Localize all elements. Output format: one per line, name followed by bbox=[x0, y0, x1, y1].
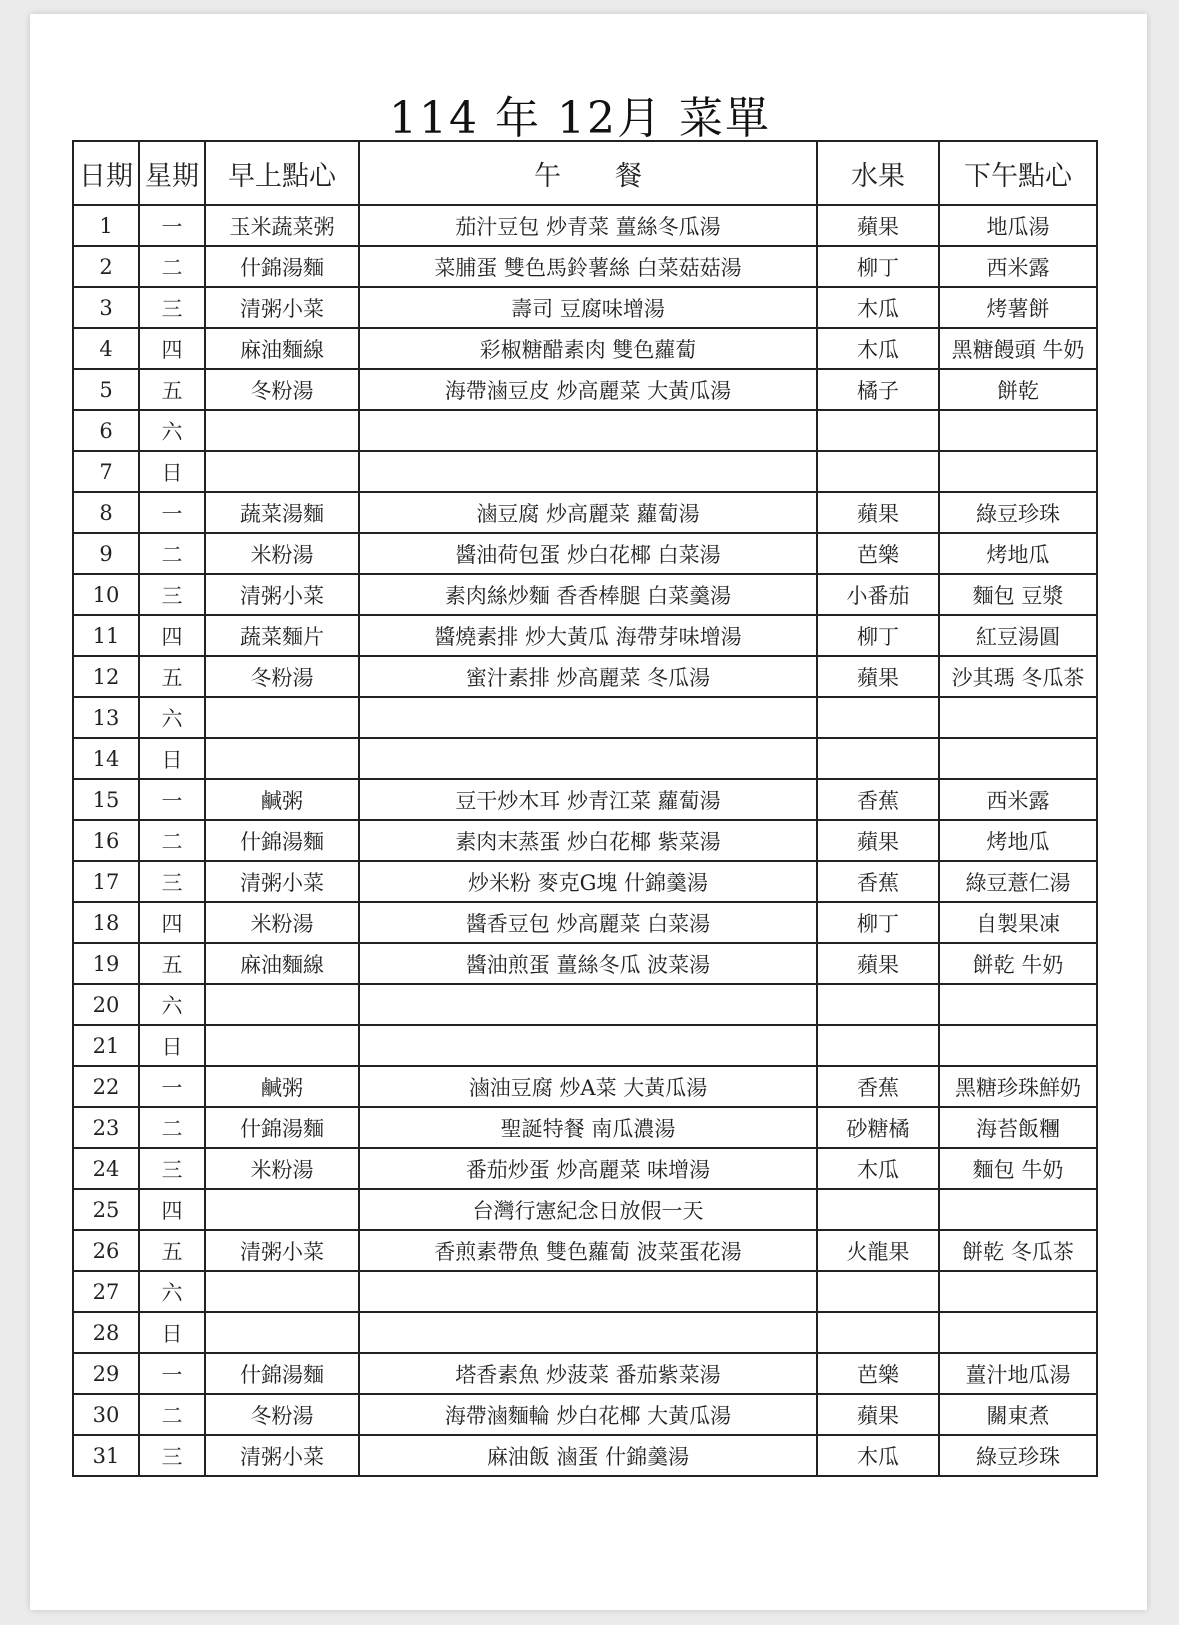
cell-date: 21 bbox=[73, 1025, 139, 1066]
cell-weekday: 日 bbox=[139, 1025, 205, 1066]
cell-date: 13 bbox=[73, 697, 139, 738]
cell-lunch: 台灣行憲紀念日放假一天 bbox=[359, 1189, 817, 1230]
table-row bbox=[73, 287, 1097, 328]
cell-afternoon-snack: 綠豆薏仁湯 bbox=[939, 861, 1097, 902]
cell-morning-snack: 什錦湯麵 bbox=[205, 1353, 359, 1394]
cell-afternoon-snack: 自製果凍 bbox=[939, 902, 1097, 943]
cell-weekday: 三 bbox=[139, 861, 205, 902]
cell-weekday: 三 bbox=[139, 574, 205, 615]
cell-morning-snack bbox=[205, 1312, 359, 1353]
cell-weekday: 二 bbox=[139, 246, 205, 287]
cell-lunch: 塔香素魚 炒菠菜 番茄紫菜湯 bbox=[359, 1353, 817, 1394]
cell-weekday: 四 bbox=[139, 902, 205, 943]
cell-lunch: 豆干炒木耳 炒青江菜 蘿蔔湯 bbox=[359, 779, 817, 820]
cell-fruit bbox=[817, 1312, 939, 1353]
cell-morning-snack bbox=[205, 1271, 359, 1312]
cell-weekday: 六 bbox=[139, 984, 205, 1025]
cell-fruit bbox=[817, 1189, 939, 1230]
page-title: 114 年 12月 菜單 bbox=[389, 93, 771, 144]
cell-lunch: 醬油荷包蛋 炒白花椰 白菜湯 bbox=[359, 533, 817, 574]
cell-lunch: 素肉末蒸蛋 炒白花椰 紫菜湯 bbox=[359, 820, 817, 861]
menu-table bbox=[72, 140, 1098, 1477]
cell-lunch: 壽司 豆腐味增湯 bbox=[359, 287, 817, 328]
table-row bbox=[73, 861, 1097, 902]
cell-lunch: 醬油煎蛋 薑絲冬瓜 波菜湯 bbox=[359, 943, 817, 984]
cell-lunch: 菜脯蛋 雙色馬鈴薯絲 白菜菇菇湯 bbox=[359, 246, 817, 287]
cell-fruit: 蘋果 bbox=[817, 943, 939, 984]
cell-date: 15 bbox=[73, 779, 139, 820]
cell-fruit: 香蕉 bbox=[817, 861, 939, 902]
table-row bbox=[73, 246, 1097, 287]
cell-fruit: 蘋果 bbox=[817, 656, 939, 697]
cell-weekday: 三 bbox=[139, 287, 205, 328]
cell-afternoon-snack: 麵包 牛奶 bbox=[939, 1148, 1097, 1189]
cell-date: 5 bbox=[73, 369, 139, 410]
cell-fruit: 蘋果 bbox=[817, 492, 939, 533]
table-row bbox=[73, 451, 1097, 492]
cell-morning-snack bbox=[205, 984, 359, 1025]
cell-fruit: 木瓜 bbox=[817, 287, 939, 328]
cell-lunch bbox=[359, 697, 817, 738]
cell-afternoon-snack: 麵包 豆漿 bbox=[939, 574, 1097, 615]
table-row bbox=[73, 1148, 1097, 1189]
cell-weekday: 一 bbox=[139, 492, 205, 533]
header-afternoon-snack: 下午點心 bbox=[939, 141, 1097, 205]
cell-weekday: 日 bbox=[139, 738, 205, 779]
table-row bbox=[73, 1189, 1097, 1230]
cell-date: 27 bbox=[73, 1271, 139, 1312]
table-row bbox=[73, 1066, 1097, 1107]
cell-morning-snack: 什錦湯麵 bbox=[205, 1107, 359, 1148]
cell-fruit: 蘋果 bbox=[817, 1394, 939, 1435]
cell-morning-snack: 什錦湯麵 bbox=[205, 246, 359, 287]
cell-weekday: 六 bbox=[139, 410, 205, 451]
table-row bbox=[73, 1353, 1097, 1394]
cell-fruit bbox=[817, 738, 939, 779]
cell-afternoon-snack: 餅乾 冬瓜茶 bbox=[939, 1230, 1097, 1271]
table-row bbox=[73, 533, 1097, 574]
cell-weekday: 二 bbox=[139, 533, 205, 574]
cell-lunch: 醬香豆包 炒高麗菜 白菜湯 bbox=[359, 902, 817, 943]
cell-afternoon-snack: 烤薯餅 bbox=[939, 287, 1097, 328]
header-fruit: 水果 bbox=[817, 141, 939, 205]
cell-morning-snack: 冬粉湯 bbox=[205, 1394, 359, 1435]
cell-afternoon-snack bbox=[939, 697, 1097, 738]
menu-body bbox=[73, 205, 1097, 1476]
cell-afternoon-snack: 關東煮 bbox=[939, 1394, 1097, 1435]
cell-fruit: 芭樂 bbox=[817, 533, 939, 574]
cell-date: 8 bbox=[73, 492, 139, 533]
cell-afternoon-snack bbox=[939, 1025, 1097, 1066]
cell-date: 2 bbox=[73, 246, 139, 287]
table-row bbox=[73, 738, 1097, 779]
cell-fruit: 香蕉 bbox=[817, 1066, 939, 1107]
cell-weekday: 一 bbox=[139, 779, 205, 820]
cell-morning-snack: 清粥小菜 bbox=[205, 861, 359, 902]
cell-morning-snack: 鹹粥 bbox=[205, 779, 359, 820]
cell-fruit: 芭樂 bbox=[817, 1353, 939, 1394]
cell-date: 20 bbox=[73, 984, 139, 1025]
header-morning-snack: 早上點心 bbox=[205, 141, 359, 205]
table-row bbox=[73, 697, 1097, 738]
cell-weekday: 五 bbox=[139, 656, 205, 697]
cell-weekday: 四 bbox=[139, 1189, 205, 1230]
cell-weekday: 三 bbox=[139, 1148, 205, 1189]
table-row bbox=[73, 328, 1097, 369]
cell-fruit bbox=[817, 1271, 939, 1312]
cell-fruit bbox=[817, 697, 939, 738]
table-row bbox=[73, 1025, 1097, 1066]
cell-afternoon-snack: 西米露 bbox=[939, 246, 1097, 287]
cell-weekday: 日 bbox=[139, 1312, 205, 1353]
cell-afternoon-snack: 餅乾 bbox=[939, 369, 1097, 410]
cell-lunch bbox=[359, 984, 817, 1025]
cell-weekday: 三 bbox=[139, 1435, 205, 1476]
table-row bbox=[73, 410, 1097, 451]
cell-morning-snack: 冬粉湯 bbox=[205, 656, 359, 697]
cell-date: 23 bbox=[73, 1107, 139, 1148]
cell-morning-snack: 清粥小菜 bbox=[205, 574, 359, 615]
cell-fruit: 橘子 bbox=[817, 369, 939, 410]
header-date: 日期 bbox=[73, 141, 139, 205]
cell-date: 26 bbox=[73, 1230, 139, 1271]
cell-fruit: 蘋果 bbox=[817, 205, 939, 246]
cell-afternoon-snack: 黑糖饅頭 牛奶 bbox=[939, 328, 1097, 369]
cell-afternoon-snack: 綠豆珍珠 bbox=[939, 1435, 1097, 1476]
cell-afternoon-snack: 紅豆湯圓 bbox=[939, 615, 1097, 656]
cell-lunch: 滷豆腐 炒高麗菜 蘿蔔湯 bbox=[359, 492, 817, 533]
cell-afternoon-snack: 烤地瓜 bbox=[939, 820, 1097, 861]
cell-date: 4 bbox=[73, 328, 139, 369]
table-row bbox=[73, 574, 1097, 615]
cell-morning-snack: 麻油麵線 bbox=[205, 328, 359, 369]
cell-afternoon-snack bbox=[939, 451, 1097, 492]
cell-morning-snack bbox=[205, 1025, 359, 1066]
cell-lunch: 滷油豆腐 炒A菜 大黃瓜湯 bbox=[359, 1066, 817, 1107]
cell-fruit bbox=[817, 984, 939, 1025]
cell-fruit: 木瓜 bbox=[817, 1435, 939, 1476]
table-row bbox=[73, 205, 1097, 246]
cell-morning-snack bbox=[205, 1189, 359, 1230]
cell-morning-snack: 米粉湯 bbox=[205, 902, 359, 943]
cell-lunch: 醬燒素排 炒大黃瓜 海帶芽味增湯 bbox=[359, 615, 817, 656]
cell-fruit bbox=[817, 410, 939, 451]
cell-morning-snack: 清粥小菜 bbox=[205, 287, 359, 328]
cell-date: 3 bbox=[73, 287, 139, 328]
cell-date: 9 bbox=[73, 533, 139, 574]
cell-morning-snack: 鹹粥 bbox=[205, 1066, 359, 1107]
cell-afternoon-snack bbox=[939, 1312, 1097, 1353]
cell-weekday: 四 bbox=[139, 328, 205, 369]
cell-morning-snack bbox=[205, 410, 359, 451]
cell-weekday: 五 bbox=[139, 943, 205, 984]
table-row bbox=[73, 1271, 1097, 1312]
cell-date: 19 bbox=[73, 943, 139, 984]
cell-fruit: 柳丁 bbox=[817, 246, 939, 287]
cell-date: 16 bbox=[73, 820, 139, 861]
cell-lunch: 番茄炒蛋 炒高麗菜 味增湯 bbox=[359, 1148, 817, 1189]
cell-date: 6 bbox=[73, 410, 139, 451]
cell-date: 29 bbox=[73, 1353, 139, 1394]
cell-weekday: 一 bbox=[139, 1353, 205, 1394]
cell-weekday: 五 bbox=[139, 369, 205, 410]
cell-afternoon-snack bbox=[939, 1189, 1097, 1230]
cell-lunch: 蜜汁素排 炒高麗菜 冬瓜湯 bbox=[359, 656, 817, 697]
cell-fruit bbox=[817, 451, 939, 492]
table-row bbox=[73, 902, 1097, 943]
cell-lunch: 海帶滷麵輪 炒白花椰 大黃瓜湯 bbox=[359, 1394, 817, 1435]
cell-lunch: 聖誕特餐 南瓜濃湯 bbox=[359, 1107, 817, 1148]
cell-weekday: 日 bbox=[139, 451, 205, 492]
cell-fruit: 木瓜 bbox=[817, 1148, 939, 1189]
table-row bbox=[73, 1435, 1097, 1476]
cell-lunch bbox=[359, 1271, 817, 1312]
cell-afternoon-snack: 餅乾 牛奶 bbox=[939, 943, 1097, 984]
cell-afternoon-snack: 西米露 bbox=[939, 779, 1097, 820]
cell-fruit: 柳丁 bbox=[817, 902, 939, 943]
cell-date: 30 bbox=[73, 1394, 139, 1435]
cell-morning-snack: 玉米蔬菜粥 bbox=[205, 205, 359, 246]
cell-fruit: 火龍果 bbox=[817, 1230, 939, 1271]
table-row bbox=[73, 1107, 1097, 1148]
table-row bbox=[73, 615, 1097, 656]
cell-morning-snack: 米粉湯 bbox=[205, 1148, 359, 1189]
cell-lunch bbox=[359, 1312, 817, 1353]
cell-weekday: 六 bbox=[139, 1271, 205, 1312]
cell-morning-snack: 什錦湯麵 bbox=[205, 820, 359, 861]
cell-fruit: 木瓜 bbox=[817, 328, 939, 369]
cell-fruit: 小番茄 bbox=[817, 574, 939, 615]
cell-date: 18 bbox=[73, 902, 139, 943]
cell-morning-snack bbox=[205, 738, 359, 779]
cell-morning-snack: 米粉湯 bbox=[205, 533, 359, 574]
cell-weekday: 六 bbox=[139, 697, 205, 738]
cell-lunch: 彩椒糖醋素肉 雙色蘿蔔 bbox=[359, 328, 817, 369]
cell-fruit bbox=[817, 1025, 939, 1066]
table-row bbox=[73, 820, 1097, 861]
cell-weekday: 二 bbox=[139, 1107, 205, 1148]
cell-date: 22 bbox=[73, 1066, 139, 1107]
cell-lunch: 麻油飯 滷蛋 什錦羹湯 bbox=[359, 1435, 817, 1476]
cell-fruit: 香蕉 bbox=[817, 779, 939, 820]
header-lunch: 午 餐 bbox=[359, 141, 817, 205]
cell-afternoon-snack: 綠豆珍珠 bbox=[939, 492, 1097, 533]
cell-weekday: 五 bbox=[139, 1230, 205, 1271]
cell-afternoon-snack: 烤地瓜 bbox=[939, 533, 1097, 574]
cell-afternoon-snack: 海苔飯糰 bbox=[939, 1107, 1097, 1148]
cell-morning-snack bbox=[205, 697, 359, 738]
cell-date: 11 bbox=[73, 615, 139, 656]
cell-morning-snack: 冬粉湯 bbox=[205, 369, 359, 410]
cell-date: 28 bbox=[73, 1312, 139, 1353]
cell-afternoon-snack: 黑糖珍珠鮮奶 bbox=[939, 1066, 1097, 1107]
cell-afternoon-snack bbox=[939, 410, 1097, 451]
header-weekday: 星期 bbox=[139, 141, 205, 205]
table-row bbox=[73, 943, 1097, 984]
cell-date: 14 bbox=[73, 738, 139, 779]
cell-afternoon-snack: 薑汁地瓜湯 bbox=[939, 1353, 1097, 1394]
header-row bbox=[73, 141, 1097, 205]
cell-date: 31 bbox=[73, 1435, 139, 1476]
cell-afternoon-snack: 地瓜湯 bbox=[939, 205, 1097, 246]
table-row bbox=[73, 492, 1097, 533]
cell-morning-snack: 蔬菜麵片 bbox=[205, 615, 359, 656]
cell-morning-snack bbox=[205, 451, 359, 492]
table-row bbox=[73, 1230, 1097, 1271]
cell-weekday: 一 bbox=[139, 205, 205, 246]
cell-fruit: 蘋果 bbox=[817, 820, 939, 861]
table-row bbox=[73, 1312, 1097, 1353]
cell-lunch: 炒米粉 麥克G塊 什錦羹湯 bbox=[359, 861, 817, 902]
table-row bbox=[73, 1394, 1097, 1435]
cell-lunch: 素肉絲炒麵 香香棒腿 白菜羹湯 bbox=[359, 574, 817, 615]
cell-date: 17 bbox=[73, 861, 139, 902]
cell-date: 7 bbox=[73, 451, 139, 492]
cell-afternoon-snack: 沙其瑪 冬瓜茶 bbox=[939, 656, 1097, 697]
cell-weekday: 四 bbox=[139, 615, 205, 656]
table-row bbox=[73, 369, 1097, 410]
cell-date: 25 bbox=[73, 1189, 139, 1230]
cell-lunch: 茄汁豆包 炒青菜 薑絲冬瓜湯 bbox=[359, 205, 817, 246]
cell-afternoon-snack bbox=[939, 984, 1097, 1025]
cell-weekday: 二 bbox=[139, 1394, 205, 1435]
table-row bbox=[73, 779, 1097, 820]
table-row bbox=[73, 984, 1097, 1025]
cell-morning-snack: 蔬菜湯麵 bbox=[205, 492, 359, 533]
cell-weekday: 一 bbox=[139, 1066, 205, 1107]
cell-morning-snack: 麻油麵線 bbox=[205, 943, 359, 984]
cell-morning-snack: 清粥小菜 bbox=[205, 1230, 359, 1271]
cell-date: 24 bbox=[73, 1148, 139, 1189]
table-row bbox=[73, 656, 1097, 697]
cell-lunch bbox=[359, 410, 817, 451]
cell-date: 10 bbox=[73, 574, 139, 615]
cell-fruit: 柳丁 bbox=[817, 615, 939, 656]
cell-fruit: 砂糖橘 bbox=[817, 1107, 939, 1148]
cell-weekday: 二 bbox=[139, 820, 205, 861]
cell-date: 1 bbox=[73, 205, 139, 246]
cell-lunch bbox=[359, 451, 817, 492]
cell-lunch bbox=[359, 738, 817, 779]
cell-lunch bbox=[359, 1025, 817, 1066]
cell-morning-snack: 清粥小菜 bbox=[205, 1435, 359, 1476]
cell-lunch: 香煎素帶魚 雙色蘿蔔 波菜蛋花湯 bbox=[359, 1230, 817, 1271]
cell-date: 12 bbox=[73, 656, 139, 697]
cell-lunch: 海帶滷豆皮 炒高麗菜 大黃瓜湯 bbox=[359, 369, 817, 410]
cell-afternoon-snack bbox=[939, 1271, 1097, 1312]
cell-afternoon-snack bbox=[939, 738, 1097, 779]
